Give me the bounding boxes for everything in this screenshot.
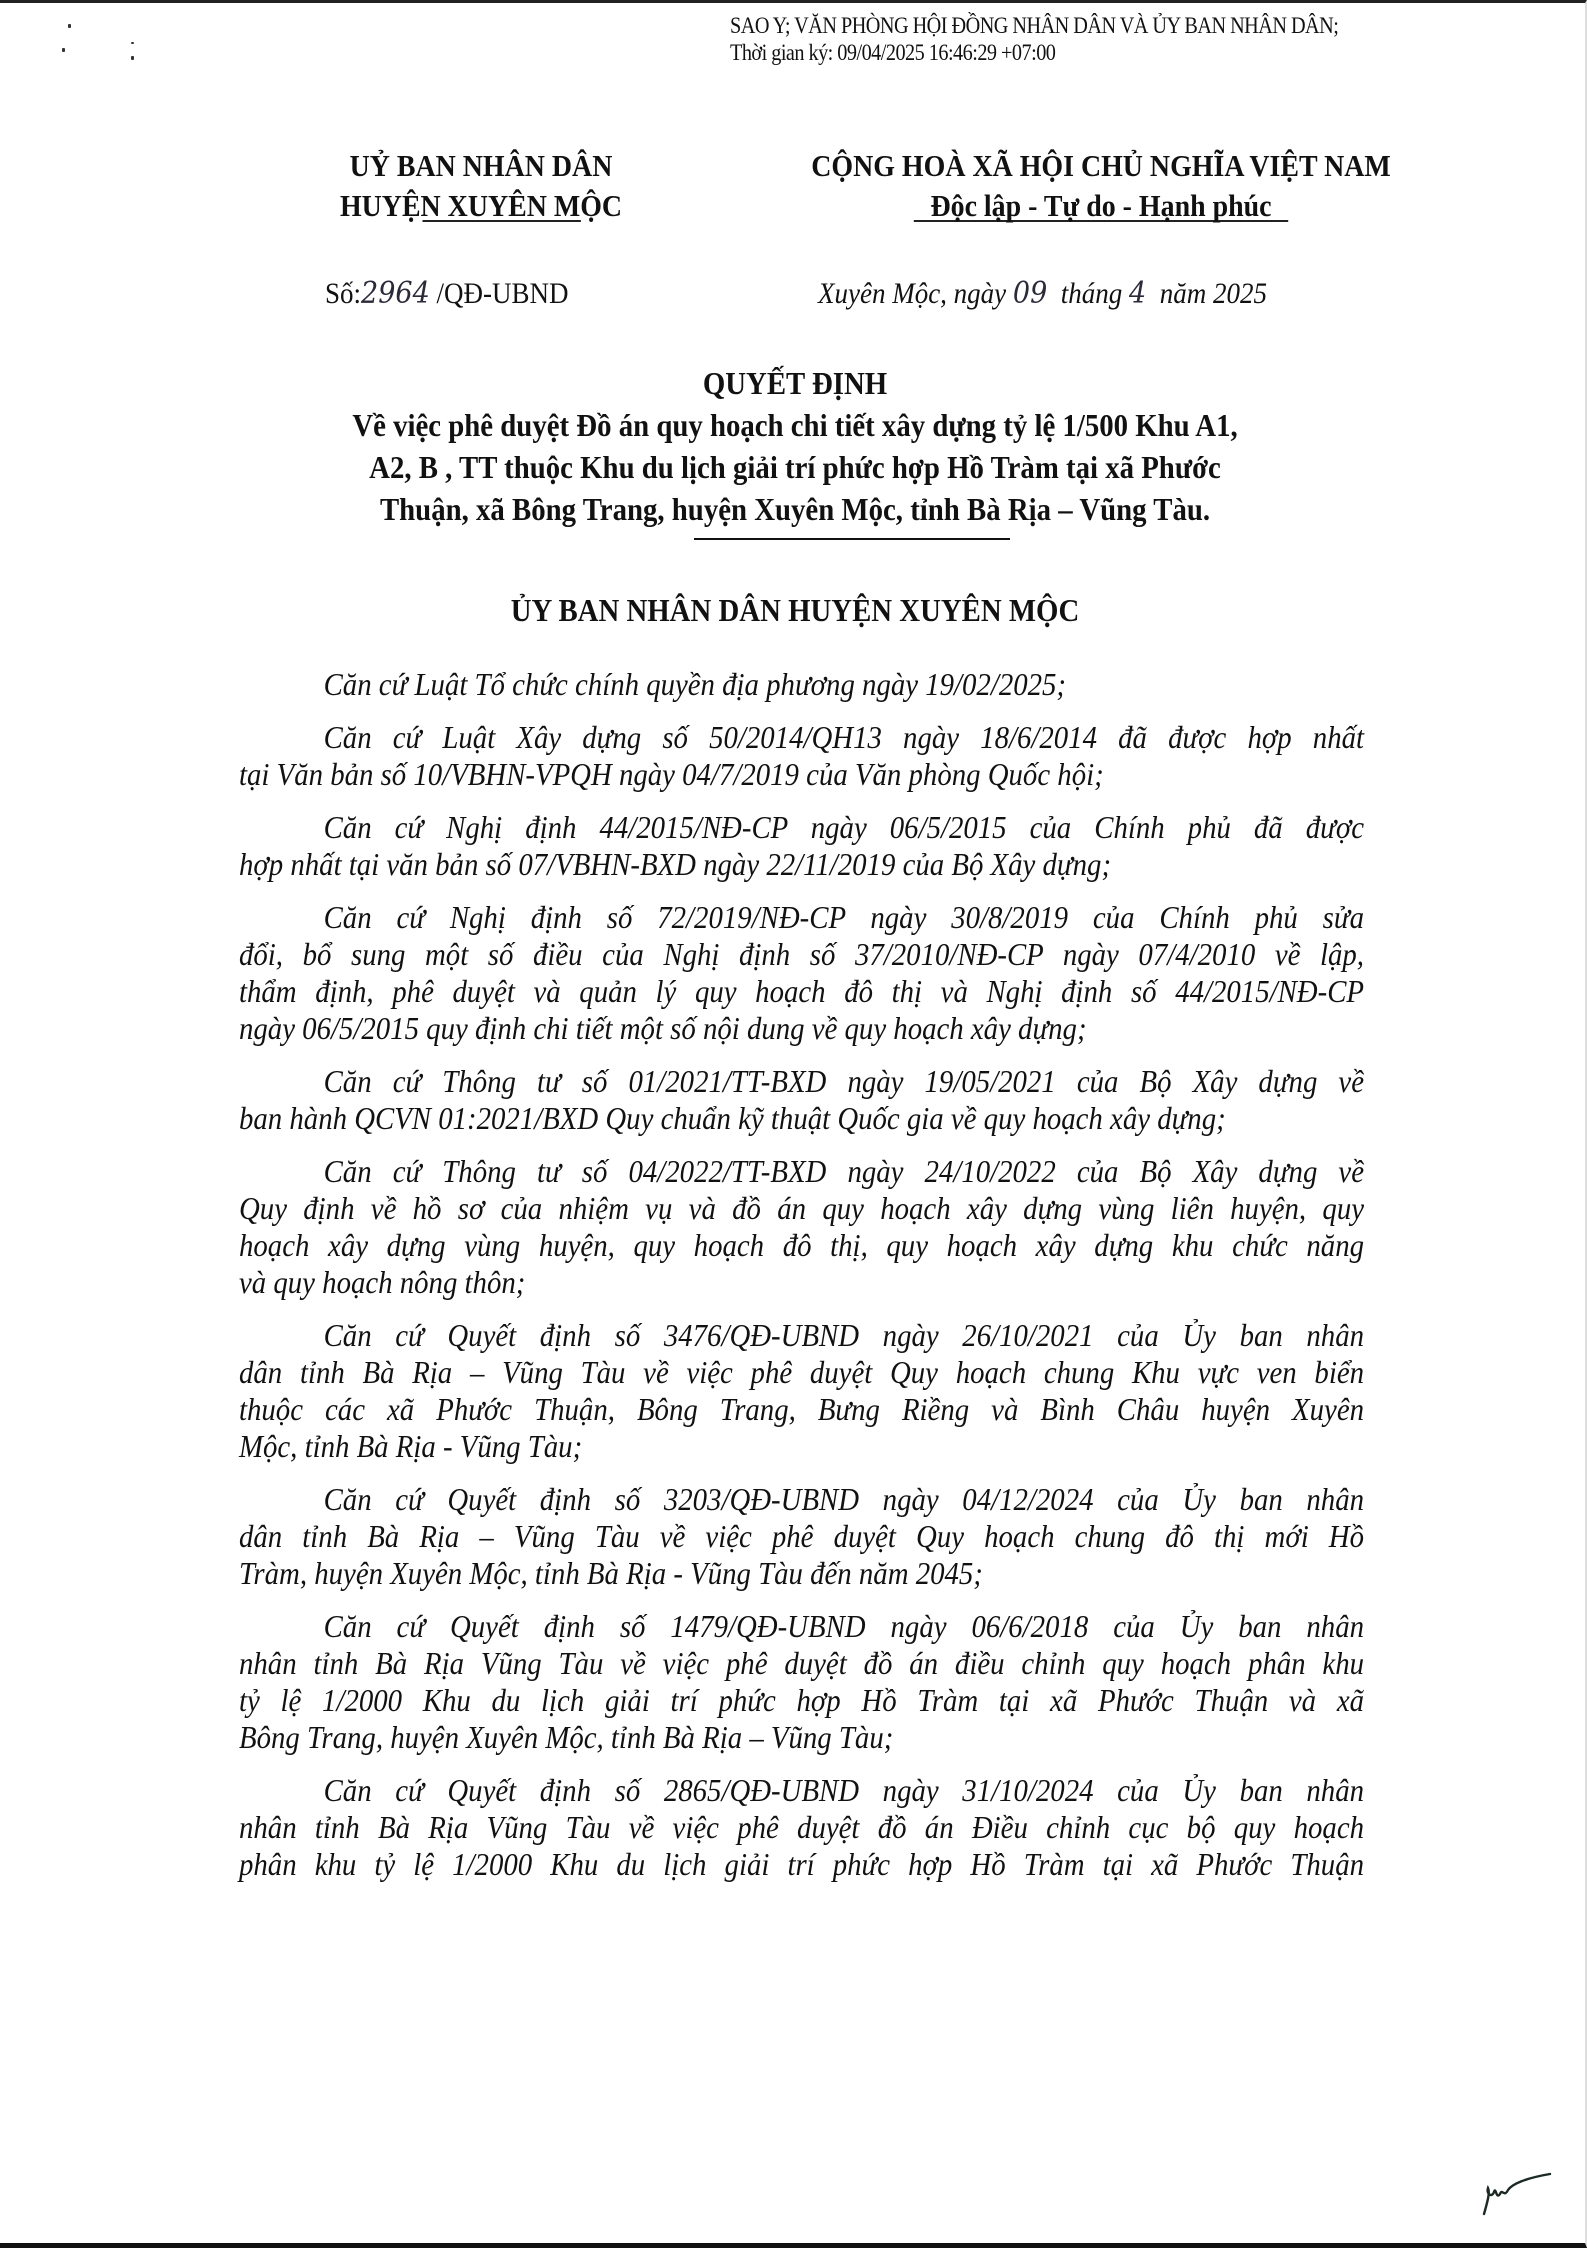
legal-basis-paragraph	[239, 719, 1364, 793]
issuing-authority-heading: ỦY BAN NHÂN DÂN HUYỆN XUYÊN MỘC	[510, 592, 1080, 628]
scan-artifact	[68, 24, 71, 28]
legal-basis-paragraph	[239, 666, 1364, 703]
paragraph-line: Căn cứ Nghị định 44/2015/NĐ-CP ngày 06/5/2015 của Chính phủ đã được	[323, 809, 1365, 845]
scan-artifact	[131, 56, 134, 60]
paragraph-line: tỷ lệ 1/2000 Khu du lịch giải trí phức hợp Hồ Tràm tại xã Phước Thuận và xã	[239, 1682, 1364, 1718]
paragraph-line: nhân tỉnh Bà Rịa Vũng Tàu về việc phê duyệt đồ án điều chỉnh quy hoạch phân khu	[239, 1645, 1364, 1681]
paragraph-line: Quy định về hồ sơ của nhiệm vụ và đồ án quy hoạch xây dựng vùng liên huyện, quy	[239, 1190, 1364, 1226]
decision-subject-line: Về việc phê duyệt Đồ án quy hoạch chi tiết xây dựng tỷ lệ 1/500 Khu A1,	[352, 407, 1238, 443]
paragraph-line: nhân tỉnh Bà Rịa Vũng Tàu về việc phê duyệt đồ án Điều chỉnh cục bộ quy hoạch	[239, 1809, 1364, 1845]
paragraph-line: thuộc các xã Phước Thuận, Bông Trang, Bưng Riềng và Bình Châu huyện Xuyên	[239, 1391, 1364, 1427]
legal-basis-paragraph	[239, 1481, 1364, 1592]
scan-artifact	[62, 48, 65, 52]
paragraph-line: Bông Trang, huyện Xuyên Mộc, tỉnh Bà Rịa – Vũng Tàu;	[239, 1719, 894, 1755]
paragraph-line: Căn cứ Quyết định số 1479/QĐ-UBND ngày 06/6/2018 của Ủy ban nhân	[323, 1608, 1365, 1644]
doc-number-suffix: /QĐ-UBND	[436, 277, 569, 310]
paragraph-line: Căn cứ Thông tư số 04/2022/TT-BXD ngày 24/10/2022 của Bộ Xây dựng về	[323, 1153, 1365, 1189]
decision-subject-line: Thuận, xã Bông Trang, huyện Xuyên Mộc, tỉnh Bà Rịa – Vũng Tàu.	[379, 491, 1211, 527]
agency-line-2: HUYỆN XUYÊN MỘC	[339, 188, 623, 223]
paragraph-line: và quy hoạch nông thôn;	[239, 1264, 526, 1300]
place-label: Xuyên Mộc, ngày	[818, 277, 1007, 310]
initials-signature-icon	[1476, 2170, 1556, 2220]
paragraph-line: phân khu tỷ lệ 1/2000 Khu du lịch giải trí phức hợp Hồ Tràm tại xã Phước Thuận	[239, 1846, 1364, 1882]
scan-artifact	[131, 42, 134, 44]
paragraph-line: Căn cứ Luật Tổ chức chính quyền địa phương ngày 19/02/2025;	[323, 666, 1067, 702]
national-motto	[773, 146, 1430, 222]
legal-basis-paragraph	[239, 1772, 1364, 1883]
legal-basis-paragraph	[239, 1608, 1364, 1756]
month-handwritten: 4	[1129, 276, 1147, 311]
month-label: tháng	[1060, 277, 1123, 310]
legal-basis-paragraph	[239, 1153, 1364, 1301]
paragraph-line: dân tỉnh Bà Rịa – Vũng Tàu về việc phê duyệt Quy hoạch chung đô thị mới Hồ	[239, 1518, 1364, 1554]
paragraph-line: hoạch xây dựng vùng huyện, quy hoạch đô thị, quy hoạch xây dựng khu chức năng	[239, 1227, 1364, 1263]
paragraph-line: thẩm định, phê duyệt và quản lý quy hoạch đô thị và Nghị định số 44/2015/NĐ-CP	[239, 973, 1364, 1009]
decision-subject-line: A2, B , TT thuộc Khu du lịch giải trí phức hợp Hồ Tràm tại xã Phước	[369, 449, 1221, 485]
paragraph-line: hợp nhất tại văn bản số 07/VBHN-BXD ngày 22/11/2019 của Bộ Xây dựng;	[239, 846, 1112, 882]
paragraph-line: tại Văn bản số 10/VBHN-VPQH ngày 04/7/2019 của Văn phòng Quốc hội;	[239, 756, 1104, 792]
stamp-sign-time: Thời gian ký: 09/04/2025 16:46:29 +07:00	[730, 40, 1056, 65]
motto: Độc lập - Tự do - Hạnh phúc	[930, 188, 1272, 223]
paragraph-line: ban hành QCVN 01:2021/BXD Quy chuẩn kỹ thuật Quốc gia về quy hoạch xây dựng;	[239, 1100, 1226, 1136]
legal-basis-paragraph	[239, 809, 1364, 883]
paragraph-line: Căn cứ Quyết định số 2865/QĐ-UBND ngày 31/10/2024 của Ủy ban nhân	[323, 1772, 1365, 1808]
issuing-agency	[315, 146, 648, 222]
digital-signature-stamp	[730, 12, 1338, 66]
legal-basis-paragraph	[239, 1063, 1364, 1137]
paragraph-line: dân tỉnh Bà Rịa – Vũng Tàu về việc phê duyệt Quy hoạch chung Khu vực ven biển	[239, 1354, 1364, 1390]
doc-number-handwritten: 2964	[361, 276, 430, 311]
decision-heading: QUYẾT ĐỊNH	[702, 365, 888, 401]
paragraph-line: đổi, bổ sung một số điều của Nghị định số 37/2010/NĐ-CP ngày 07/4/2010 về lập,	[239, 936, 1364, 972]
paragraph-line: Tràm, huyện Xuyên Mộc, tỉnh Bà Rịa - Vũng Tàu đến năm 2045;	[239, 1555, 983, 1591]
doc-number-prefix: Số:	[325, 277, 362, 310]
legal-basis-paragraph	[239, 899, 1364, 1047]
stamp-copy-line: SAO Y; VĂN PHÒNG HỘI ĐỒNG NHÂN DÂN VÀ ỦY BAN NHÂN DÂN;	[730, 13, 1339, 38]
decision-title	[240, 362, 1350, 530]
document-number	[325, 276, 569, 311]
paragraph-line: Căn cứ Thông tư số 01/2021/TT-BXD ngày 19/05/2021 của Bộ Xây dựng về	[323, 1063, 1365, 1099]
paragraph-line: Mộc, tỉnh Bà Rịa - Vũng Tàu;	[239, 1428, 583, 1464]
agency-line-1: UỶ BAN NHÂN DÂN	[349, 148, 613, 183]
paragraph-line: Căn cứ Luật Xây dựng số 50/2014/QH13 ngày 18/6/2014 đã được hợp nhất	[323, 719, 1365, 755]
place-and-date	[818, 276, 1267, 311]
day-handwritten: 09	[1012, 276, 1048, 311]
year-label: năm 2025	[1159, 277, 1267, 310]
paragraph-line: Căn cứ Quyết định số 3476/QĐ-UBND ngày 26/10/2021 của Ủy ban nhân	[323, 1317, 1365, 1353]
legal-basis-list	[239, 666, 1364, 1899]
legal-basis-paragraph	[239, 1317, 1364, 1465]
paragraph-line: Căn cứ Quyết định số 3203/QĐ-UBND ngày 04/12/2024 của Ủy ban nhân	[323, 1481, 1365, 1517]
paragraph-line: Căn cứ Nghị định số 72/2019/NĐ-CP ngày 30/8/2019 của Chính phủ sửa	[323, 899, 1365, 935]
title-underline	[694, 538, 1010, 540]
nation-name: CỘNG HOÀ XÃ HỘI CHỦ NGHĨA VIỆT NAM	[811, 148, 1391, 183]
paragraph-line: ngày 06/5/2015 quy định chi tiết một số nội dung về quy hoạch xây dựng;	[239, 1010, 1087, 1046]
